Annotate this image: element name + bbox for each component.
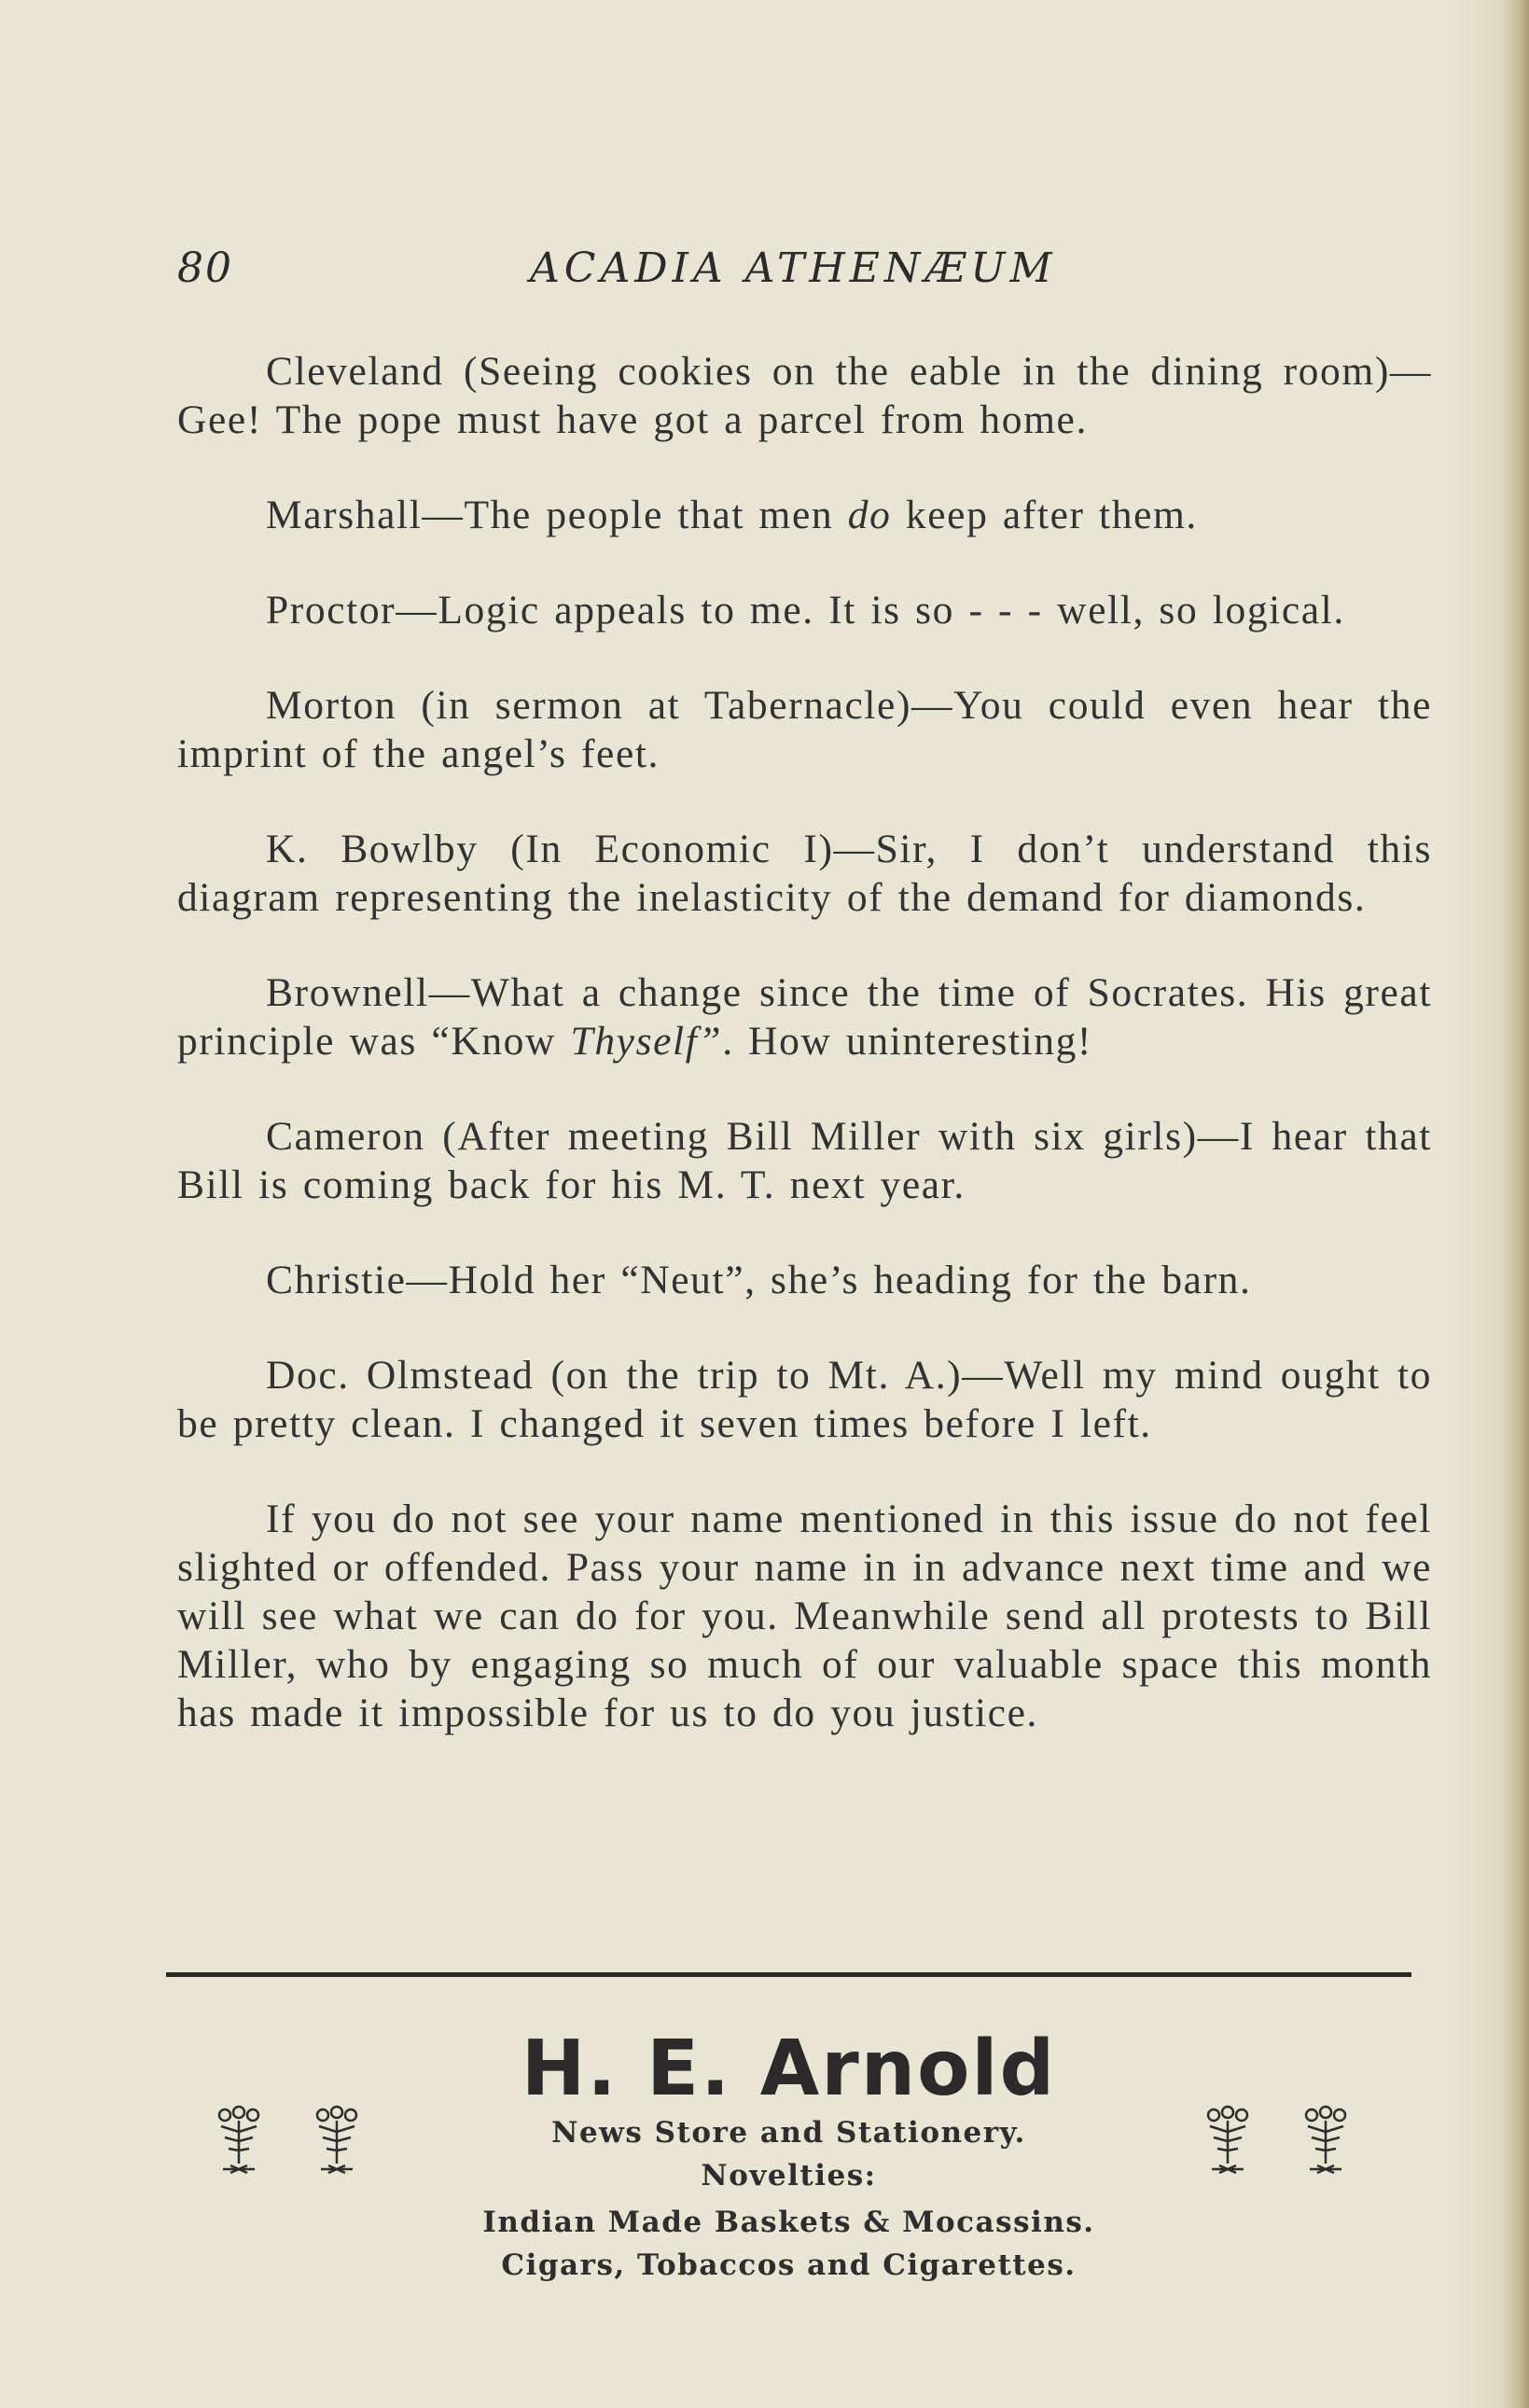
- section-divider: [166, 1972, 1411, 1977]
- quote-proctor: Proctor—Logic appeals to me. It is so - - - well, so logical.: [266, 588, 1345, 633]
- quote-marshall: [177, 491, 1432, 539]
- quote-brownell-italic: Thyself”: [570, 1019, 723, 1064]
- ad-line-baskets: Indian Made Baskets & Mocassins.: [482, 2206, 1095, 2239]
- quote-olmstead: Doc. Olmstead (on the trip to Mt. A.)—Well my mind ought to be pretty clean. I changed it seven times before I left.: [177, 1353, 1432, 1446]
- page-edge: [1505, 0, 1529, 2408]
- quote-marshall-tail: keep after them.: [891, 493, 1198, 537]
- quote-brownell: [177, 968, 1432, 1065]
- running-title: ACADIA ATHENÆUM: [530, 244, 1057, 292]
- quote-christie: Christie—Hold her “Neut”, she’s heading for the barn.: [266, 1258, 1252, 1302]
- quote-bowlby: K. Bowlby (In Economic I)—Sir, I don’t understand this diagram representing the inelasticity of the demand for diamonds.: [177, 827, 1432, 920]
- ad-line-stationery: News Store and Stationery.: [551, 2116, 1026, 2150]
- page-shadow: [1449, 0, 1505, 2408]
- quote-marshall-lead: Marshall—The people that men: [266, 493, 848, 537]
- quote-cleveland: Cleveland (Seeing cookies on the eable in the dining room)—Gee! The pope must have got a parcel from home.: [177, 349, 1432, 442]
- flower-ornament-icon: [306, 2104, 368, 2178]
- page-number: 80: [177, 244, 233, 292]
- ad-line-novelties: Novelties:: [701, 2159, 877, 2192]
- quote-brownell-tail: . How uninteresting!: [722, 1019, 1092, 1064]
- advertisement: [166, 2006, 1411, 2314]
- quote-cameron: Cameron (After meeting Bill Miller with six girls)—I hear that Bill is coming back for his M. T. next year.: [177, 1114, 1432, 1207]
- article-body: [177, 347, 1432, 1737]
- quote-morton: Morton (in sermon at Tabernacle)—You could even hear the imprint of the angel’s feet.: [177, 683, 1432, 776]
- page-header: [177, 244, 1437, 310]
- quote-marshall-italic: do: [847, 493, 892, 537]
- editor-note: If you do not see your name mentioned in this issue do not feel slighted or offended. Pass your name in in advance next time and we will see what we can do for you. Meanwhile send all protests to Bill Miller, who by engaging so much of our valuable space this month has made it impossible for us to do you justice.: [177, 1496, 1432, 1735]
- ad-line-cigars: Cigars, Tobaccos and Cigarettes.: [501, 2248, 1077, 2282]
- quote-brownell-lead: Brownell—What a change since the time of Socrates. His great principle was “Know: [177, 970, 1432, 1064]
- flower-ornament-icon: [208, 2104, 270, 2178]
- flower-ornament-icon: [1197, 2104, 1258, 2178]
- ad-title: H. E. Arnold: [521, 2025, 1057, 2113]
- flower-ornament-icon: [1295, 2104, 1356, 2178]
